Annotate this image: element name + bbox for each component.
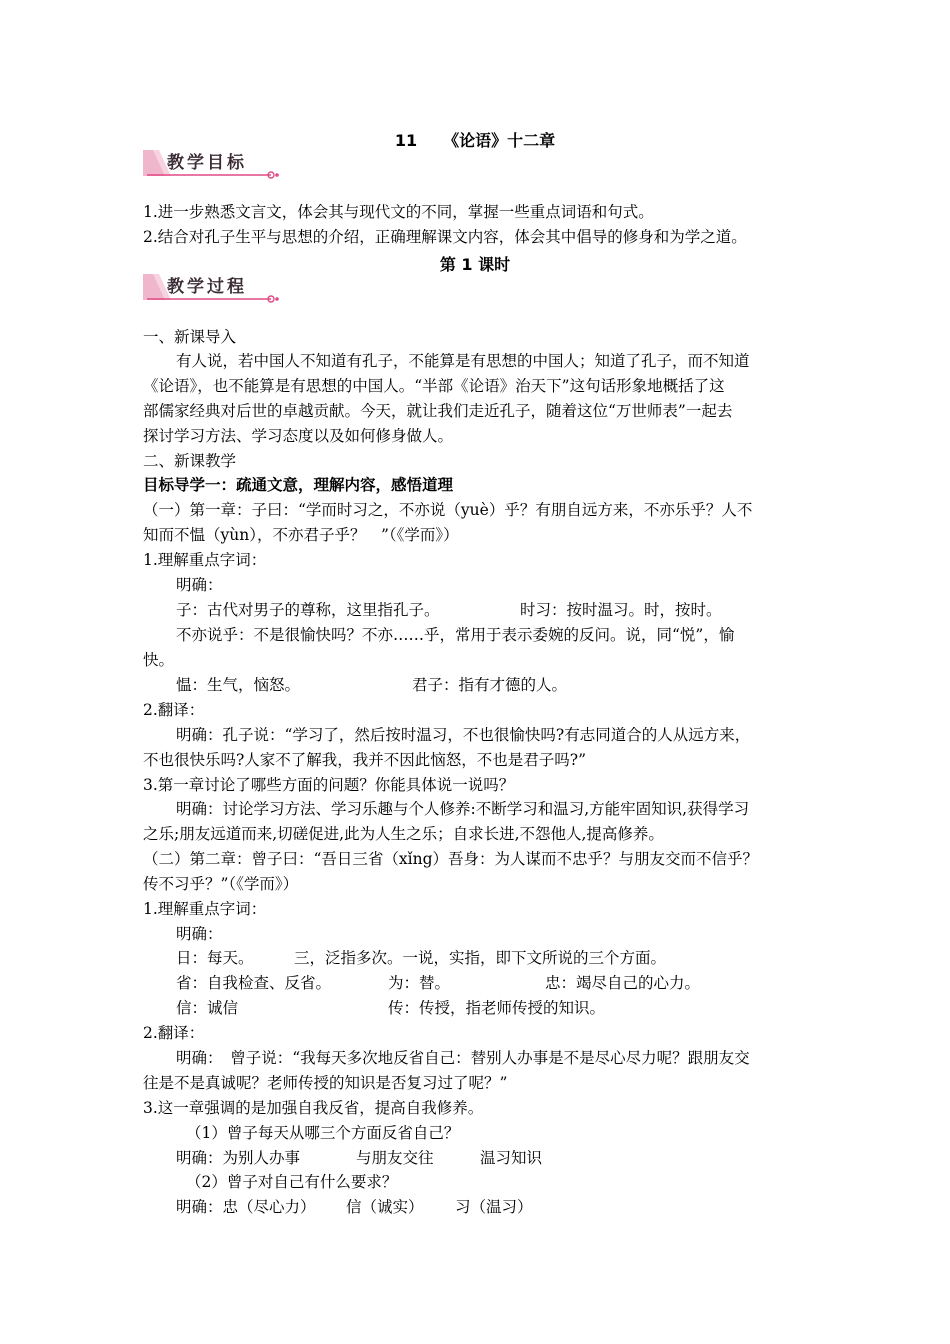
chapter1-text: 知而不愠（yùn），不亦君子乎？ ”（《学而》） bbox=[143, 526, 459, 544]
section-title-process: 教学过程 bbox=[167, 277, 247, 297]
question-heading: 3.这一章强调的是加强自我反省，提高自我修养。 bbox=[143, 1099, 484, 1117]
word-note: 快。 bbox=[143, 651, 175, 669]
section-title-goals: 教学目标 bbox=[167, 153, 247, 173]
lesson-title-text: 《论语》十二章 bbox=[443, 131, 556, 150]
question-heading: 2.翻译： bbox=[143, 1024, 205, 1042]
sub-question: （2）曾子对自己有什么要求？ bbox=[186, 1173, 398, 1191]
word-note: 子：古代对男子的尊称，这里指孔子。 bbox=[176, 601, 440, 619]
word-note: 传：传授，指老师传授的知识。 bbox=[388, 999, 606, 1017]
heading-intro: 一、新课导入 bbox=[143, 328, 237, 346]
paragraph-line: 探讨学习方法、学习态度以及如何修身做人。 bbox=[143, 427, 454, 445]
chapter1-text: （一）第一章：子曰：“学而时习之，不亦说（yuè）乎？有朋自远方来，不亦乐乎？人不 bbox=[143, 501, 753, 519]
word-note: 日：每天。 bbox=[176, 949, 254, 967]
paragraph-line: 《论语》，也不能算是有思想的中国人。“半部《论语》治天下”这句话形象地概括了这 bbox=[143, 377, 725, 395]
translation-line: 明确： 曾子说：“我每天多次地反省自己：替别人办事是不是尽心尽力呢？跟朋友交 bbox=[176, 1049, 750, 1067]
translation-line: 往是不是真诚呢？老师传授的知识是否复习过了呢？” bbox=[143, 1074, 508, 1092]
question-heading: 2.翻译： bbox=[143, 701, 205, 719]
paragraph-line: 部儒家经典对后世的卓越贡献。今天，就让我们走近孔子，随着这位“万世师表”一起去 bbox=[143, 402, 733, 420]
paragraph-line: 有人说，若中国人不知道有孔子，不能算是有思想的中国人；知道了孔子，而不知道 bbox=[176, 352, 750, 370]
chapter2-text: （二）第二章：曾子曰：“吾日三省（xǐng）吾身：为人谋而不忠乎？与朋友交而不信乎？ bbox=[143, 850, 759, 868]
word-note: 信：诚信 bbox=[176, 999, 239, 1017]
question-heading: 1.理解重点字词： bbox=[143, 900, 267, 918]
heading-teaching: 二、新课教学 bbox=[143, 452, 237, 470]
word-note: 为：替。 bbox=[388, 974, 451, 992]
answer-line: 温习知识 bbox=[480, 1149, 543, 1167]
question-heading: 1.理解重点字词： bbox=[143, 551, 267, 569]
answer-label: 明确： bbox=[176, 925, 223, 943]
word-note: 君子：指有才德的人。 bbox=[412, 676, 568, 694]
translation-line: 不也很快乐吗?人家不了解我，我并不因此恼怒，不也是君子吗?” bbox=[143, 751, 587, 769]
answer-line: 习（温习） bbox=[455, 1198, 533, 1216]
answer-line: 明确：忠（尽心力） bbox=[176, 1198, 316, 1216]
goal-2: 2.结合对孔子生平与思想的介绍，正确理解课文内容，体会其中倡导的修身和为学之道。 bbox=[143, 228, 747, 246]
translation-line: 明确：孔子说：“学习了，然后按时温习，不也很愉快吗?有志同道合的人从远方来， bbox=[176, 726, 751, 744]
answer-label: 明确： bbox=[176, 576, 223, 594]
word-note: 时习：按时温习。时，按时。 bbox=[520, 601, 722, 619]
section-badge-goals bbox=[143, 148, 283, 184]
word-note: 三，泛指多次。一说，实指，即下文所说的三个方面。 bbox=[294, 949, 667, 967]
answer-line: 之乐;朋友远道而来,切磋促进,此为人生之乐；自求长进,不怨他人,提高修养。 bbox=[143, 825, 664, 843]
answer-line: 信（诚实） bbox=[346, 1198, 424, 1216]
answer-line: 明确：讨论学习方法、学习乐趣与个人修养:不断学习和温习,方能牢固知识,获得学习 bbox=[176, 800, 750, 818]
chapter2-text: 传不习乎？”（《学而》） bbox=[143, 875, 299, 893]
word-note: 愠：生气，恼怒。 bbox=[176, 676, 301, 694]
lesson-number: 11 bbox=[394, 131, 418, 150]
goal-1: 1.进一步熟悉文言文，体会其与现代文的不同，掌握一些重点词语和句式。 bbox=[143, 203, 654, 221]
target-heading-1: 目标导学一：疏通文意，理解内容，感悟道理 bbox=[143, 476, 454, 494]
word-note: 省：自我检查、反省。 bbox=[176, 974, 332, 992]
word-note: 忠：竭尽自己的心力。 bbox=[545, 974, 701, 992]
answer-line: 明确：为别人办事 bbox=[176, 1149, 301, 1167]
word-note: 不亦说乎：不是很愉快吗？不亦……乎，常用于表示委婉的反问。说，同“悦”，愉 bbox=[176, 626, 735, 644]
answer-line: 与朋友交往 bbox=[356, 1149, 434, 1167]
question-heading: 3.第一章讨论了哪些方面的问题？你能具体说一说吗？ bbox=[143, 776, 515, 794]
sub-question: （1）曾子每天从哪三个方面反省自己？ bbox=[186, 1124, 460, 1142]
section-badge-process bbox=[143, 272, 283, 308]
lesson-period: 第 1 课时 bbox=[439, 255, 511, 274]
